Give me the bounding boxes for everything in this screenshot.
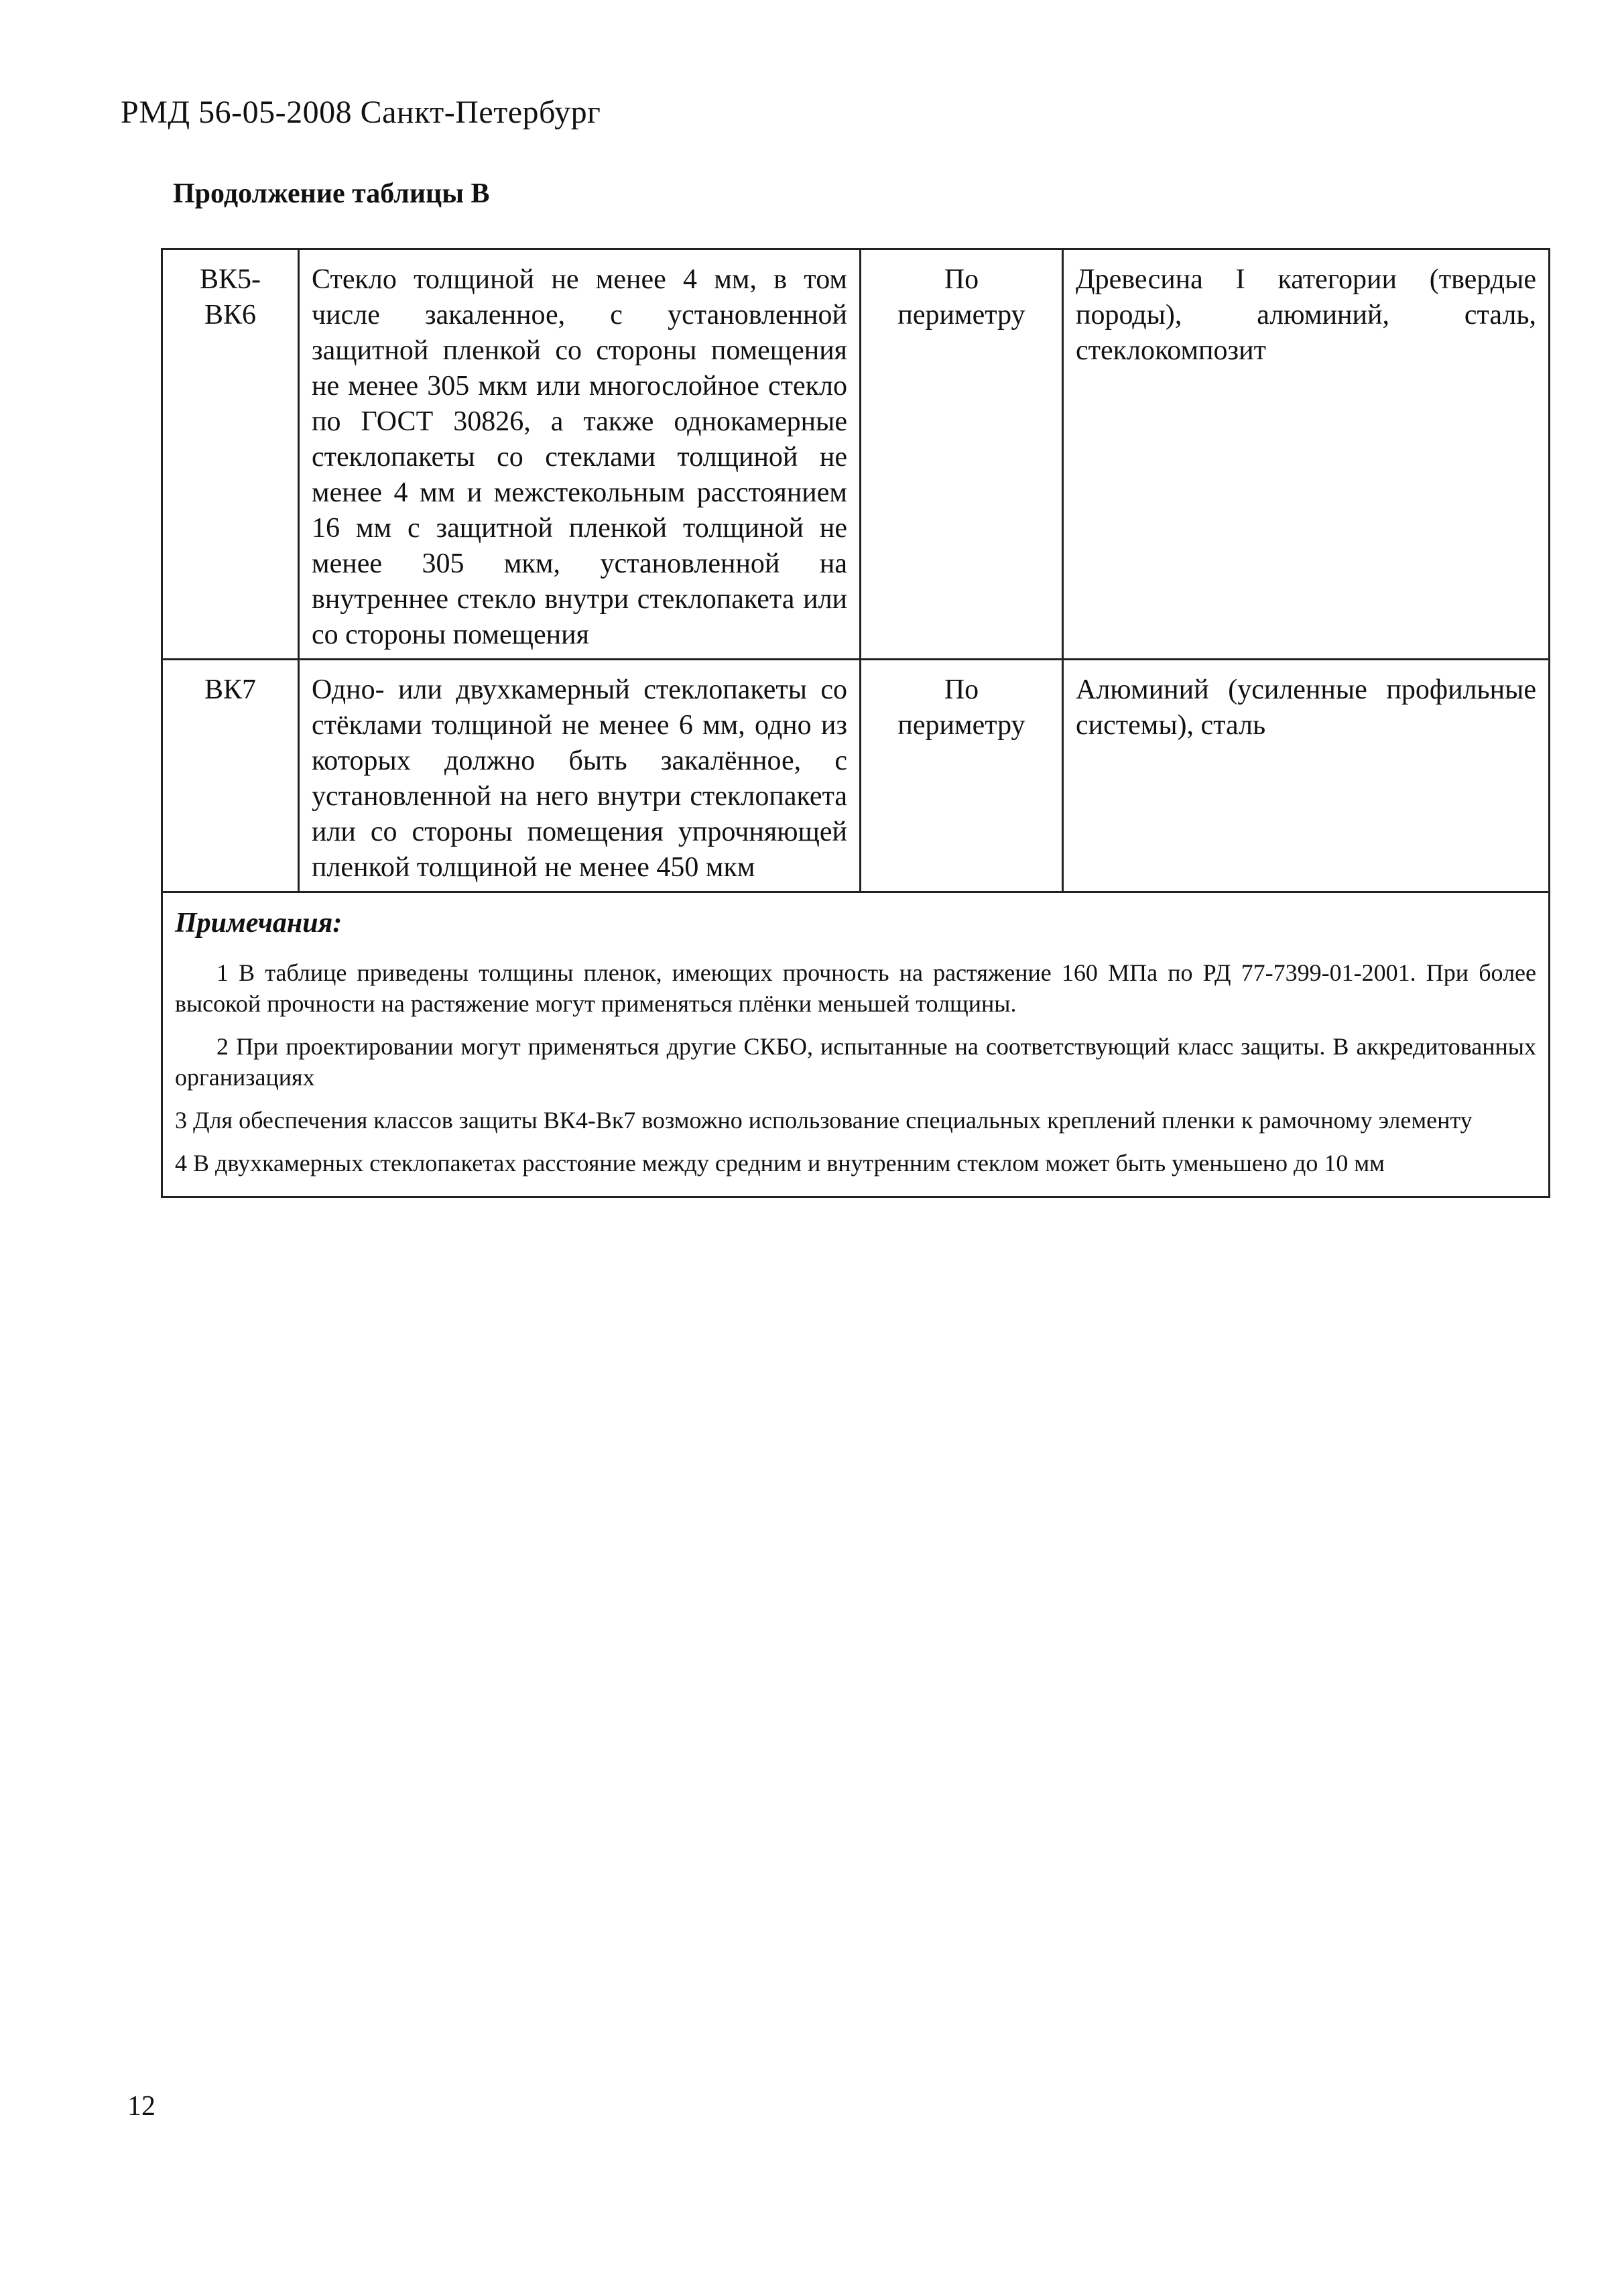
class-code-cell [162,249,299,660]
class-code-cell: ВК7 [162,660,299,892]
notes-cell [162,892,1550,1197]
protection-class-table [161,248,1550,1198]
note-3: 3 Для обеспечения классов защиты ВК4-Вк7 возможно использование специальных креплений пленки к рамочному элементу [175,1107,1473,1134]
page-number: 12 [127,2091,155,2122]
notes-title: Примечания: [175,908,342,939]
notes-row [162,892,1550,1197]
note-2: 2 При проектировании могут применяться другие СКБО, испытанные на соответствующий класс защиты. В аккредитованных организациях [175,1033,1536,1091]
glazing-description-cell: Одно- или двухкамерный стеклопакеты со стёклами толщиной не менее 6 мм, одно из которых должно быть закалённое, с установленной на него внутри стеклопакета или со стороны помещения упрочняющей пленкой толщиной не менее 450 мкм [299,660,861,892]
frame-material-cell: Древесина I категории (твердые породы), алюминий, сталь, стеклокомпозит [1063,249,1550,660]
mounting-cell [861,660,1063,892]
frame-material-cell: Алюминий (усиленные профильные системы), сталь [1063,660,1550,892]
note-1: 1 В таблице приведены толщины пленок, имеющих прочность на растяжение 160 МПа по РД 77-7399-01-2001. При более высокой прочности на растяжение могут применяться плёнки меньшей толщины. [175,959,1536,1017]
note-4: 4 В двухкамерных стеклопакетах расстояние между средним и внутренним стеклом может быть уменьшено до 10 мм [175,1150,1385,1176]
mounting-cell [861,249,1063,660]
table-row [162,249,1550,660]
glazing-description-cell: Стекло толщиной не менее 4 мм, в том числе закаленное, с установленной защитной пленкой со стороны помещения не менее 305 мкм или многослойное стекло по ГОСТ 30826, а также однокамерные стеклопакеты со стеклами толщиной не менее 4 мм и межстекольным расстоянием 16 мм с защитной пленкой толщиной не менее 305 мкм, установленной на внутреннее стекло внутри стеклопакета или со стороны помещения [299,249,861,660]
class-code: ВК5-ВК6 [199,264,261,330]
mounting-method: По периметру [897,674,1025,741]
mounting-method: По периметру [897,264,1025,330]
table-continuation-title: Продолжение таблицы В [173,178,490,209]
table-row [162,660,1550,892]
document-header: РМД 56-05-2008 Санкт-Петербург [121,95,601,130]
